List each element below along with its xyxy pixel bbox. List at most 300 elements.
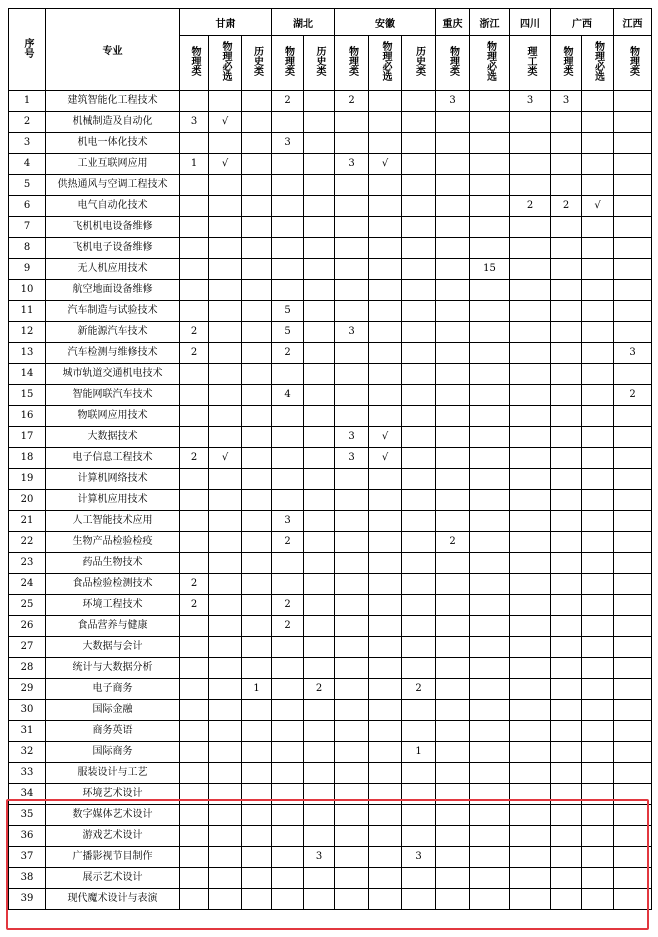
plan-count-cell bbox=[242, 280, 272, 301]
province-sichuan: 四川 bbox=[510, 9, 551, 36]
plan-count-cell bbox=[242, 532, 272, 553]
plan-count-cell bbox=[582, 133, 614, 154]
plan-count-cell bbox=[335, 133, 369, 154]
major-name: 智能网联汽车技术 bbox=[46, 385, 180, 406]
plan-count-cell bbox=[614, 658, 652, 679]
plan-count-cell bbox=[582, 658, 614, 679]
plan-count-cell bbox=[402, 784, 436, 805]
plan-count-cell bbox=[209, 805, 242, 826]
plan-count-cell bbox=[369, 721, 402, 742]
plan-count-cell: 4 bbox=[272, 385, 304, 406]
table-row bbox=[9, 742, 652, 763]
plan-count-cell bbox=[180, 364, 209, 385]
plan-count-cell bbox=[272, 406, 304, 427]
row-number: 33 bbox=[9, 763, 46, 784]
plan-count-cell bbox=[510, 763, 551, 784]
plan-count-cell bbox=[335, 175, 369, 196]
plan-count-cell bbox=[180, 532, 209, 553]
plan-count-cell bbox=[180, 427, 209, 448]
plan-count-cell bbox=[436, 784, 470, 805]
plan-count-cell: 2 bbox=[335, 91, 369, 112]
plan-count-cell bbox=[614, 679, 652, 700]
plan-count-cell bbox=[582, 532, 614, 553]
plan-count-cell bbox=[402, 700, 436, 721]
plan-count-cell bbox=[436, 469, 470, 490]
enrollment-plan-table-container bbox=[8, 8, 651, 910]
plan-count-cell bbox=[242, 133, 272, 154]
row-number: 30 bbox=[9, 700, 46, 721]
plan-count-cell bbox=[614, 112, 652, 133]
plan-count-cell bbox=[304, 742, 335, 763]
plan-count-cell bbox=[582, 637, 614, 658]
table-row bbox=[9, 196, 652, 217]
plan-count-cell bbox=[180, 280, 209, 301]
plan-count-cell bbox=[614, 511, 652, 532]
enrollment-plan-table bbox=[8, 8, 652, 910]
plan-count-cell bbox=[436, 889, 470, 910]
plan-count-cell bbox=[614, 847, 652, 868]
province-hubei: 湖北 bbox=[272, 9, 335, 36]
plan-count-cell bbox=[551, 301, 582, 322]
plan-count-cell bbox=[209, 721, 242, 742]
province-jiangxi: 江西 bbox=[614, 9, 652, 36]
plan-count-cell bbox=[436, 175, 470, 196]
plan-count-cell: 3 bbox=[402, 847, 436, 868]
plan-count-cell bbox=[180, 175, 209, 196]
plan-count-cell bbox=[272, 175, 304, 196]
table-row bbox=[9, 868, 652, 889]
plan-count-cell bbox=[510, 553, 551, 574]
plan-count-cell bbox=[402, 280, 436, 301]
plan-count-cell bbox=[402, 658, 436, 679]
plan-count-cell bbox=[510, 805, 551, 826]
plan-count-cell: 2 bbox=[272, 91, 304, 112]
plan-count-cell bbox=[369, 553, 402, 574]
major-name: 计算机应用技术 bbox=[46, 490, 180, 511]
plan-count-cell bbox=[180, 553, 209, 574]
plan-count-cell bbox=[436, 721, 470, 742]
province-gansu: 甘肃 bbox=[180, 9, 272, 36]
plan-count-cell bbox=[272, 238, 304, 259]
plan-count-cell bbox=[510, 847, 551, 868]
plan-count-cell bbox=[209, 490, 242, 511]
plan-count-cell bbox=[242, 364, 272, 385]
plan-count-cell bbox=[369, 301, 402, 322]
plan-count-cell bbox=[470, 763, 510, 784]
plan-count-cell bbox=[402, 259, 436, 280]
plan-count-cell bbox=[402, 616, 436, 637]
plan-count-cell bbox=[272, 448, 304, 469]
major-name: 环境艺术设计 bbox=[46, 784, 180, 805]
plan-count-cell bbox=[582, 511, 614, 532]
plan-count-cell bbox=[304, 364, 335, 385]
plan-count-cell bbox=[582, 91, 614, 112]
plan-count-cell bbox=[551, 364, 582, 385]
plan-count-cell bbox=[470, 868, 510, 889]
table-row bbox=[9, 679, 652, 700]
plan-count-cell bbox=[436, 574, 470, 595]
plan-count-cell bbox=[335, 343, 369, 364]
row-number: 26 bbox=[9, 616, 46, 637]
major-name: 国际商务 bbox=[46, 742, 180, 763]
plan-count-cell bbox=[209, 196, 242, 217]
table-row bbox=[9, 805, 652, 826]
plan-count-cell bbox=[402, 343, 436, 364]
plan-count-cell bbox=[242, 490, 272, 511]
major-name: 食品营养与健康 bbox=[46, 616, 180, 637]
plan-count-cell bbox=[304, 238, 335, 259]
plan-count-cell bbox=[304, 385, 335, 406]
plan-count-cell bbox=[242, 574, 272, 595]
plan-count-cell bbox=[582, 868, 614, 889]
table-row bbox=[9, 595, 652, 616]
plan-count-cell bbox=[470, 826, 510, 847]
plan-count-cell bbox=[272, 217, 304, 238]
plan-count-cell bbox=[470, 469, 510, 490]
plan-count-cell bbox=[242, 616, 272, 637]
row-number: 6 bbox=[9, 196, 46, 217]
plan-count-cell bbox=[304, 112, 335, 133]
province-chongqing: 重庆 bbox=[436, 9, 470, 36]
table-row bbox=[9, 280, 652, 301]
plan-count-cell bbox=[180, 784, 209, 805]
plan-count-cell bbox=[304, 301, 335, 322]
plan-count-cell bbox=[304, 343, 335, 364]
category-header: 理工类 bbox=[510, 36, 551, 91]
plan-count-cell bbox=[470, 658, 510, 679]
major-name: 国际金融 bbox=[46, 700, 180, 721]
row-number: 1 bbox=[9, 91, 46, 112]
plan-count-cell bbox=[614, 889, 652, 910]
plan-count-cell bbox=[551, 805, 582, 826]
table-row bbox=[9, 322, 652, 343]
plan-count-cell bbox=[470, 385, 510, 406]
category-header: 物理必选 bbox=[369, 36, 402, 91]
plan-count-cell bbox=[304, 805, 335, 826]
plan-count-cell bbox=[402, 553, 436, 574]
plan-count-cell bbox=[470, 448, 510, 469]
plan-count-cell bbox=[272, 469, 304, 490]
plan-count-cell bbox=[470, 679, 510, 700]
plan-count-cell bbox=[470, 406, 510, 427]
row-number: 23 bbox=[9, 553, 46, 574]
plan-count-cell bbox=[369, 385, 402, 406]
major-name: 电子信息工程技术 bbox=[46, 448, 180, 469]
province-header-row bbox=[9, 9, 652, 36]
plan-count-cell bbox=[209, 700, 242, 721]
table-row bbox=[9, 469, 652, 490]
plan-count-cell bbox=[510, 385, 551, 406]
table-row bbox=[9, 490, 652, 511]
plan-count-cell bbox=[551, 280, 582, 301]
plan-count-cell bbox=[614, 868, 652, 889]
major-name: 建筑智能化工程技术 bbox=[46, 91, 180, 112]
plan-count-cell bbox=[180, 385, 209, 406]
plan-count-cell bbox=[582, 679, 614, 700]
plan-count-cell bbox=[335, 574, 369, 595]
province-anhui: 安徽 bbox=[335, 9, 436, 36]
row-number: 39 bbox=[9, 889, 46, 910]
plan-count-cell bbox=[369, 364, 402, 385]
plan-count-cell bbox=[335, 553, 369, 574]
plan-count-cell bbox=[335, 385, 369, 406]
plan-count-cell bbox=[335, 280, 369, 301]
plan-count-cell bbox=[304, 700, 335, 721]
table-row bbox=[9, 301, 652, 322]
plan-count-cell bbox=[436, 805, 470, 826]
plan-count-cell bbox=[242, 637, 272, 658]
table-row bbox=[9, 217, 652, 238]
plan-count-cell bbox=[304, 532, 335, 553]
plan-count-cell bbox=[614, 469, 652, 490]
plan-count-cell bbox=[614, 574, 652, 595]
row-number: 14 bbox=[9, 364, 46, 385]
row-number: 36 bbox=[9, 826, 46, 847]
plan-count-cell: 3 bbox=[335, 154, 369, 175]
plan-count-cell: 3 bbox=[272, 511, 304, 532]
row-number: 18 bbox=[9, 448, 46, 469]
plan-count-cell bbox=[582, 595, 614, 616]
plan-count-cell bbox=[180, 868, 209, 889]
plan-count-cell bbox=[470, 637, 510, 658]
plan-count-cell bbox=[510, 784, 551, 805]
plan-count-cell bbox=[551, 259, 582, 280]
row-number: 32 bbox=[9, 742, 46, 763]
plan-count-cell bbox=[272, 553, 304, 574]
plan-count-cell bbox=[470, 91, 510, 112]
plan-count-cell bbox=[272, 679, 304, 700]
table-row bbox=[9, 721, 652, 742]
plan-count-cell bbox=[470, 742, 510, 763]
major-name: 物联网应用技术 bbox=[46, 406, 180, 427]
plan-count-cell: 3 bbox=[304, 847, 335, 868]
table-row bbox=[9, 406, 652, 427]
plan-count-cell bbox=[304, 280, 335, 301]
plan-count-cell bbox=[510, 700, 551, 721]
plan-count-cell bbox=[510, 112, 551, 133]
plan-count-cell bbox=[402, 637, 436, 658]
plan-count-cell bbox=[272, 658, 304, 679]
table-row bbox=[9, 847, 652, 868]
plan-count-cell bbox=[402, 511, 436, 532]
plan-count-cell bbox=[402, 532, 436, 553]
plan-count-cell bbox=[510, 511, 551, 532]
plan-count-cell bbox=[470, 847, 510, 868]
table-row bbox=[9, 784, 652, 805]
plan-count-cell bbox=[510, 448, 551, 469]
plan-count-cell bbox=[436, 154, 470, 175]
plan-count-cell bbox=[402, 427, 436, 448]
plan-count-cell bbox=[551, 427, 582, 448]
plan-count-cell bbox=[242, 259, 272, 280]
plan-count-cell bbox=[304, 763, 335, 784]
category-header: 历史类 bbox=[242, 36, 272, 91]
plan-count-cell bbox=[242, 301, 272, 322]
plan-count-cell bbox=[614, 532, 652, 553]
plan-count-cell: 2 bbox=[272, 343, 304, 364]
plan-count-cell bbox=[510, 154, 551, 175]
plan-count-cell bbox=[510, 889, 551, 910]
row-number: 5 bbox=[9, 175, 46, 196]
plan-count-cell: 3 bbox=[335, 448, 369, 469]
plan-count-cell bbox=[272, 847, 304, 868]
plan-count-cell bbox=[180, 217, 209, 238]
plan-count-cell bbox=[470, 133, 510, 154]
row-number: 34 bbox=[9, 784, 46, 805]
plan-count-cell bbox=[304, 322, 335, 343]
plan-count-cell bbox=[335, 763, 369, 784]
plan-count-cell bbox=[335, 826, 369, 847]
plan-count-cell bbox=[614, 616, 652, 637]
category-header: 历史类 bbox=[304, 36, 335, 91]
major-name: 飞机机电设备维修 bbox=[46, 217, 180, 238]
plan-count-cell bbox=[272, 364, 304, 385]
plan-count-cell bbox=[614, 301, 652, 322]
plan-count-cell bbox=[436, 343, 470, 364]
row-number: 21 bbox=[9, 511, 46, 532]
plan-count-cell bbox=[470, 322, 510, 343]
plan-count-cell bbox=[180, 406, 209, 427]
plan-count-cell bbox=[209, 91, 242, 112]
plan-count-cell bbox=[614, 448, 652, 469]
row-number: 10 bbox=[9, 280, 46, 301]
major-name: 大数据与会计 bbox=[46, 637, 180, 658]
plan-count-cell bbox=[436, 112, 470, 133]
plan-count-cell bbox=[436, 301, 470, 322]
major-name: 机械制造及自动化 bbox=[46, 112, 180, 133]
plan-count-cell bbox=[614, 595, 652, 616]
plan-count-cell bbox=[209, 889, 242, 910]
plan-count-cell bbox=[582, 700, 614, 721]
plan-count-cell bbox=[402, 154, 436, 175]
plan-count-cell bbox=[402, 490, 436, 511]
plan-count-cell bbox=[614, 763, 652, 784]
plan-count-cell bbox=[402, 91, 436, 112]
plan-count-cell bbox=[582, 217, 614, 238]
plan-count-cell bbox=[551, 595, 582, 616]
plan-count-cell bbox=[369, 595, 402, 616]
plan-count-cell bbox=[582, 280, 614, 301]
plan-count-cell bbox=[209, 763, 242, 784]
plan-count-cell bbox=[369, 238, 402, 259]
plan-count-cell bbox=[551, 721, 582, 742]
plan-count-cell bbox=[335, 112, 369, 133]
plan-count-cell bbox=[551, 742, 582, 763]
table-row bbox=[9, 343, 652, 364]
row-number: 17 bbox=[9, 427, 46, 448]
major-name: 药品生物技术 bbox=[46, 553, 180, 574]
plan-count-cell: 3 bbox=[551, 91, 582, 112]
plan-count-cell bbox=[180, 238, 209, 259]
plan-count-cell bbox=[369, 826, 402, 847]
major-header: 专业 bbox=[46, 9, 180, 91]
plan-count-cell bbox=[272, 637, 304, 658]
plan-count-cell bbox=[209, 553, 242, 574]
plan-count-cell bbox=[551, 658, 582, 679]
plan-count-cell bbox=[369, 175, 402, 196]
plan-count-cell bbox=[551, 322, 582, 343]
plan-count-cell bbox=[304, 784, 335, 805]
plan-count-cell bbox=[614, 784, 652, 805]
plan-count-cell bbox=[510, 301, 551, 322]
plan-count-cell: 15 bbox=[470, 259, 510, 280]
plan-count-cell bbox=[436, 217, 470, 238]
plan-count-cell bbox=[272, 196, 304, 217]
plan-count-cell bbox=[304, 217, 335, 238]
plan-count-cell bbox=[335, 511, 369, 532]
plan-count-cell bbox=[335, 595, 369, 616]
plan-count-cell bbox=[304, 91, 335, 112]
plan-count-cell bbox=[402, 868, 436, 889]
plan-count-cell bbox=[402, 301, 436, 322]
plan-count-cell bbox=[180, 742, 209, 763]
plan-count-cell bbox=[470, 364, 510, 385]
table-row bbox=[9, 532, 652, 553]
plan-count-cell bbox=[402, 196, 436, 217]
plan-count-cell bbox=[369, 763, 402, 784]
plan-count-cell bbox=[180, 658, 209, 679]
plan-count-cell bbox=[369, 511, 402, 532]
plan-count-cell bbox=[402, 826, 436, 847]
major-name: 新能源汽车技术 bbox=[46, 322, 180, 343]
category-header: 物理类 bbox=[335, 36, 369, 91]
plan-count-cell bbox=[369, 217, 402, 238]
plan-count-cell bbox=[242, 175, 272, 196]
plan-count-cell bbox=[614, 721, 652, 742]
plan-count-cell bbox=[551, 847, 582, 868]
plan-count-cell bbox=[272, 154, 304, 175]
plan-count-cell bbox=[470, 784, 510, 805]
plan-count-cell bbox=[242, 889, 272, 910]
plan-count-cell: 2 bbox=[180, 343, 209, 364]
plan-count-cell: 2 bbox=[180, 595, 209, 616]
plan-count-cell bbox=[180, 301, 209, 322]
plan-count-cell bbox=[436, 868, 470, 889]
plan-count-cell bbox=[180, 91, 209, 112]
plan-count-cell: 2 bbox=[510, 196, 551, 217]
row-number: 12 bbox=[9, 322, 46, 343]
category-header: 物理必选 bbox=[582, 36, 614, 91]
plan-count-cell bbox=[436, 280, 470, 301]
plan-count-cell bbox=[510, 658, 551, 679]
plan-count-cell bbox=[582, 385, 614, 406]
table-row bbox=[9, 154, 652, 175]
row-number: 35 bbox=[9, 805, 46, 826]
major-name: 汽车制造与试验技术 bbox=[46, 301, 180, 322]
plan-count-cell bbox=[470, 238, 510, 259]
plan-count-cell bbox=[582, 406, 614, 427]
plan-count-cell: 3 bbox=[614, 343, 652, 364]
plan-count-cell bbox=[242, 553, 272, 574]
plan-count-cell bbox=[582, 301, 614, 322]
row-number: 29 bbox=[9, 679, 46, 700]
plan-count-cell: 1 bbox=[242, 679, 272, 700]
row-number: 22 bbox=[9, 532, 46, 553]
category-header: 物理类 bbox=[436, 36, 470, 91]
plan-count-cell bbox=[369, 280, 402, 301]
plan-count-cell bbox=[335, 847, 369, 868]
plan-count-cell bbox=[470, 280, 510, 301]
plan-count-cell bbox=[304, 154, 335, 175]
plan-count-cell bbox=[304, 595, 335, 616]
plan-count-cell: 2 bbox=[551, 196, 582, 217]
plan-count-cell bbox=[614, 490, 652, 511]
plan-count-cell bbox=[209, 742, 242, 763]
plan-count-cell bbox=[436, 847, 470, 868]
plan-count-cell bbox=[180, 259, 209, 280]
plan-count-cell bbox=[614, 826, 652, 847]
plan-count-cell bbox=[369, 343, 402, 364]
